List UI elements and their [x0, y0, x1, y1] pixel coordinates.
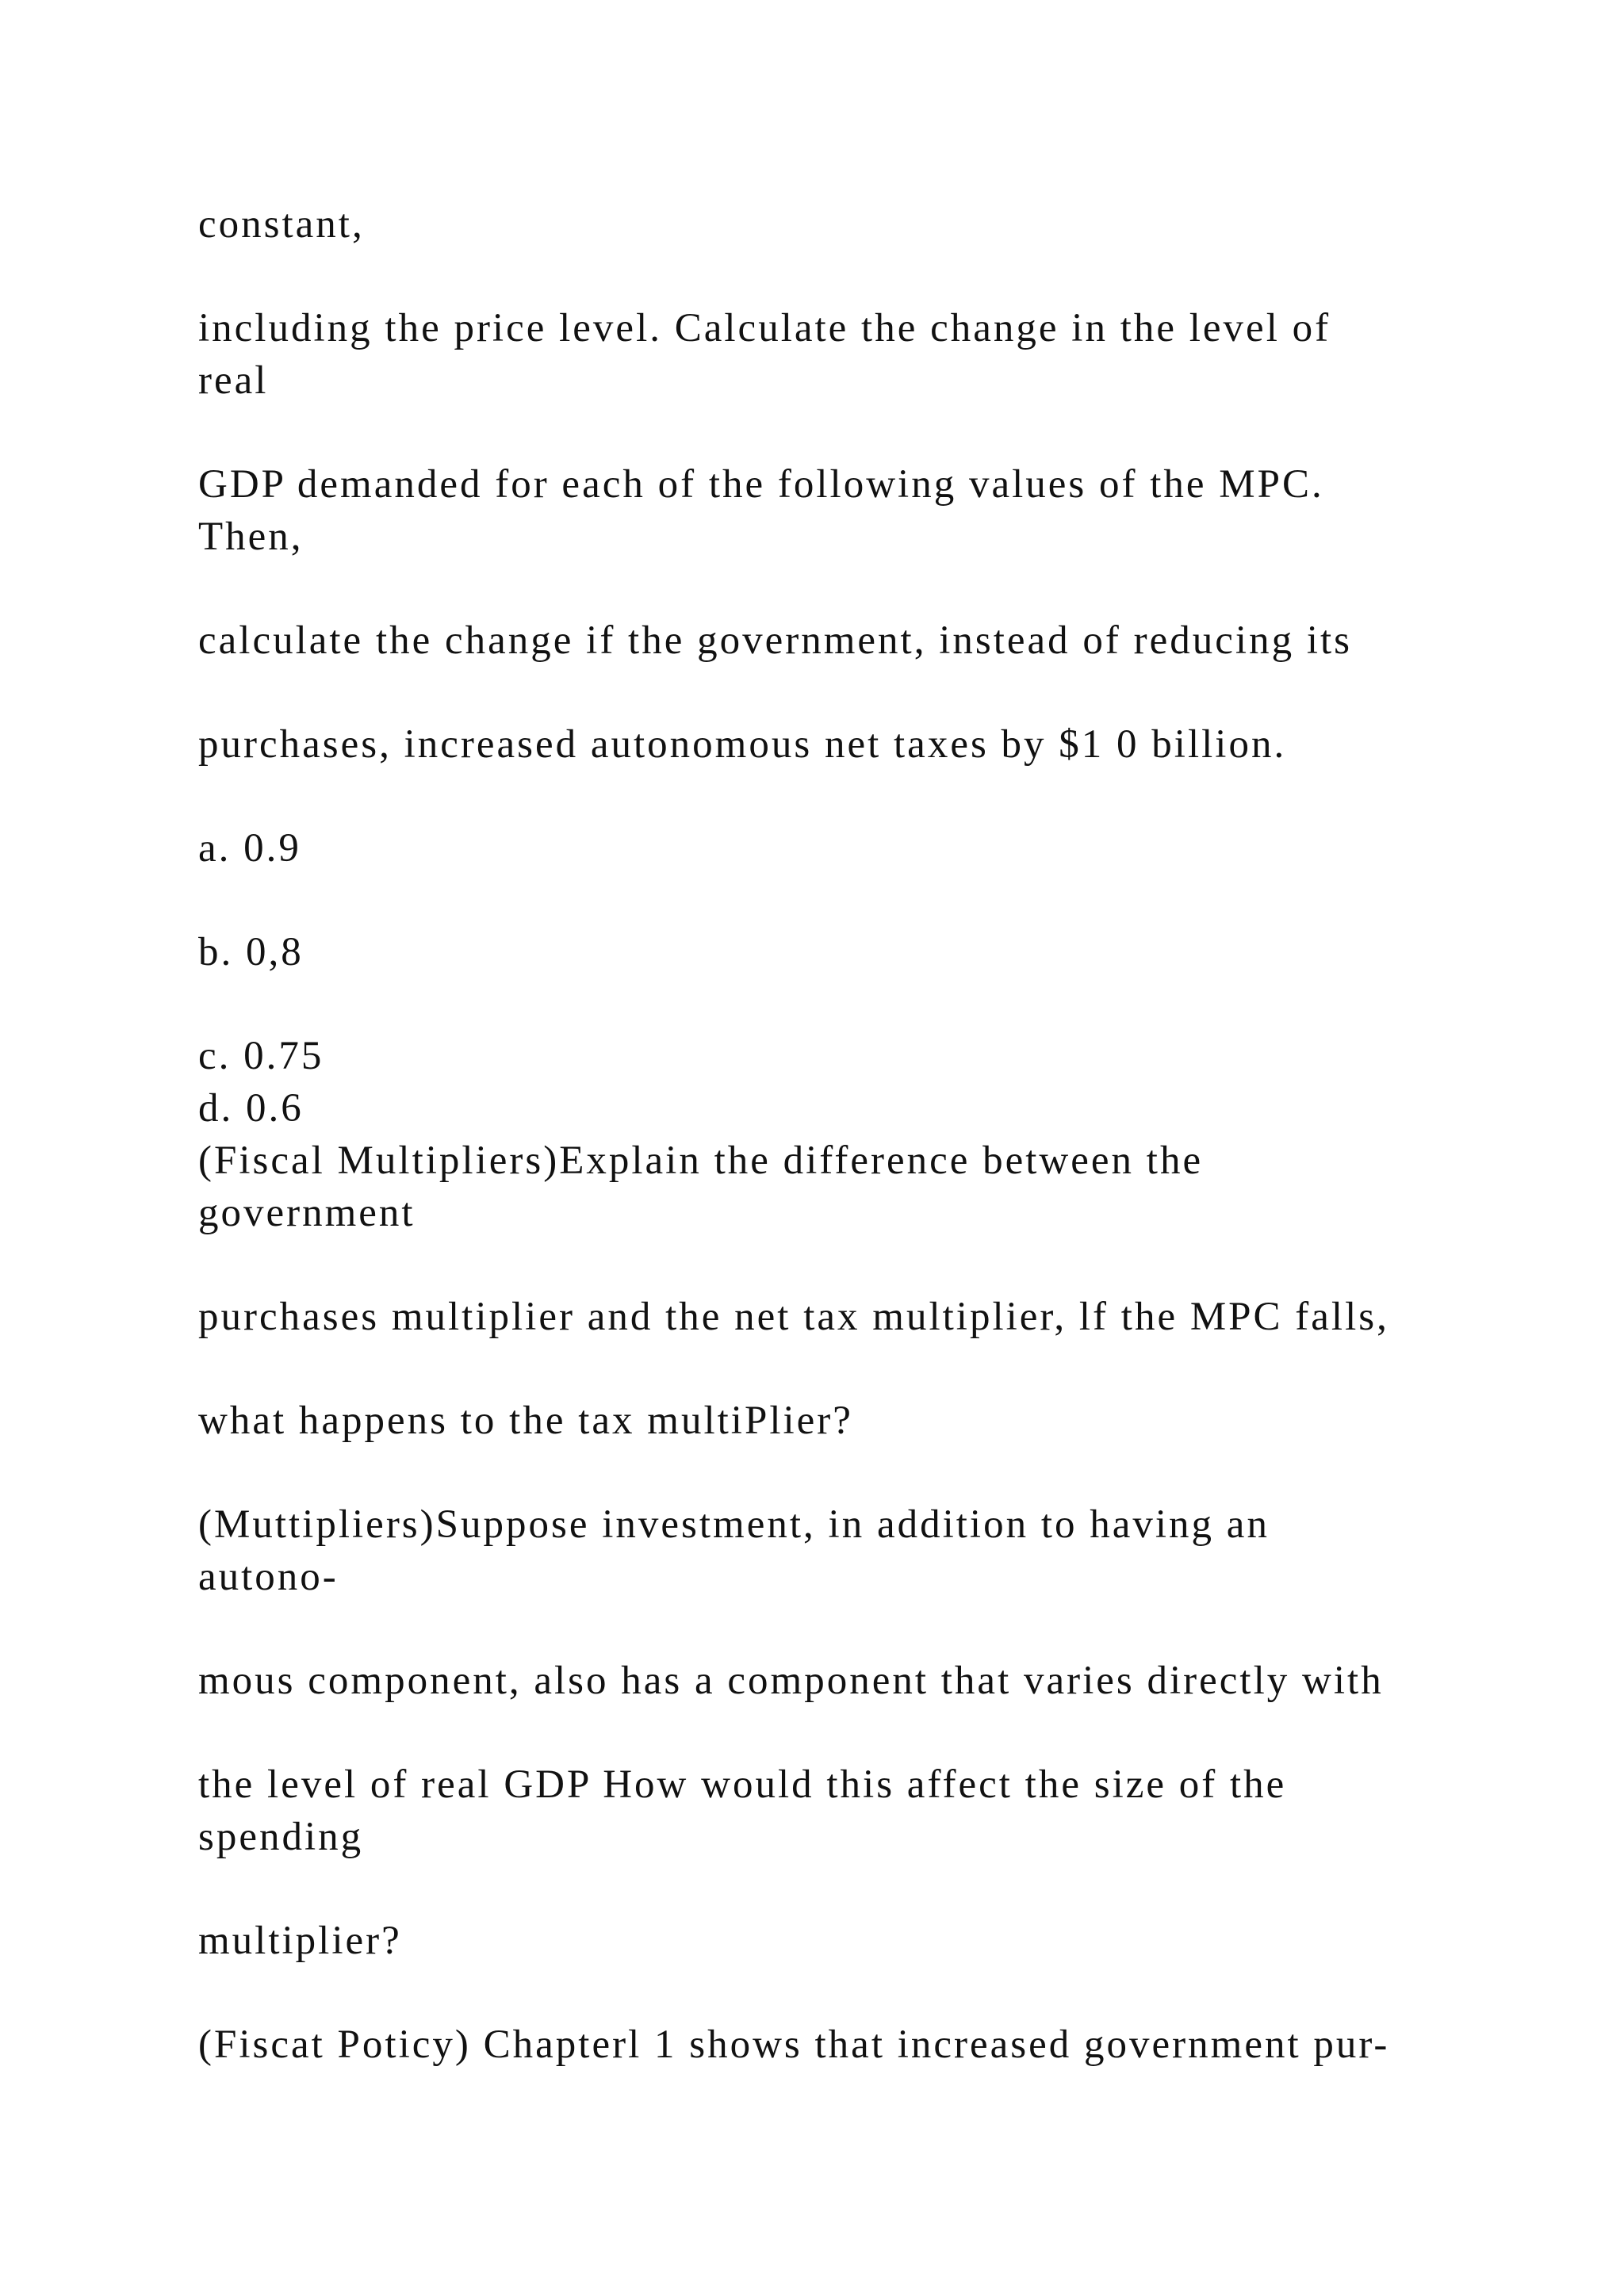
- text-line-mous-component: mous component, also has a component that varies directly with: [198, 1659, 1384, 1703]
- text-line-then: Then,: [198, 515, 304, 559]
- text-line-spending: spending: [198, 1815, 364, 1859]
- option-d: d. 0.6: [198, 1086, 304, 1131]
- text-line-fiscal-policy: (Fiscat Poticy) Chapterl 1 shows that increased government pur-: [198, 2022, 1390, 2067]
- text-line-government: government: [198, 1191, 416, 1235]
- text-line-autono: autono-: [198, 1555, 339, 1599]
- text-line-multipliers-suppose: (Muttipliers)Suppose investment, in addition to having an: [198, 1502, 1270, 1547]
- text-line-purchases-taxes: purchases, increased autonomous net taxes by $1 0 billion.: [198, 722, 1287, 767]
- text-line-fiscal-multipliers: (Fiscal Multipliers)Explain the difference between the: [198, 1138, 1204, 1183]
- option-b: b. 0,8: [198, 930, 304, 974]
- text-line-constant: constant,: [198, 202, 365, 247]
- text-line-purchases-multiplier: purchases multiplier and the net tax multiplier, lf the MPC falls,: [198, 1295, 1389, 1339]
- text-line-multiplier-question: multiplier?: [198, 1919, 402, 1963]
- text-line-gdp-demanded: GDP demanded for each of the following values of the MPC.: [198, 462, 1324, 507]
- text-line-real: real: [198, 358, 269, 403]
- text-line-real-gdp-effect: the level of real GDP How would this affect the size of the: [198, 1762, 1287, 1807]
- option-a: a. 0.9: [198, 826, 301, 871]
- text-line-calculate-change: calculate the change if the government, instead of reducing its: [198, 618, 1353, 663]
- text-line-tax-multiplier-question: what happens to the tax multiPlier?: [198, 1399, 853, 1443]
- option-c: c. 0.75: [198, 1034, 324, 1078]
- text-line-including: including the price level. Calculate the change in the level of: [198, 306, 1331, 350]
